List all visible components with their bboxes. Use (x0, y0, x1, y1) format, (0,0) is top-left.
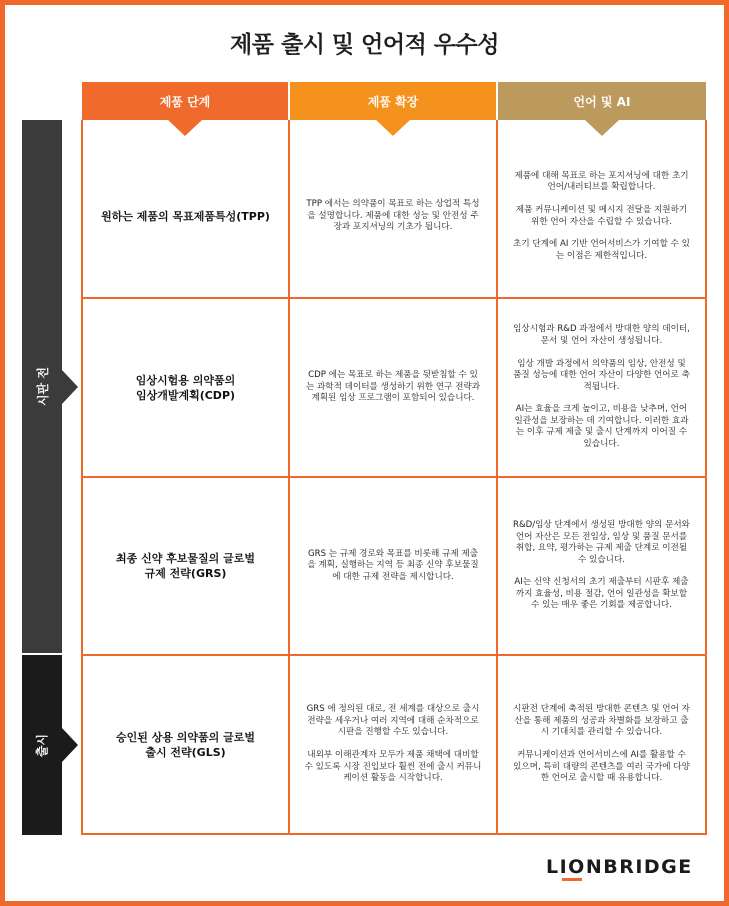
page-title: 제품 출시 및 언어적 우수성 (230, 32, 499, 58)
stage-cell-tpp: 원하는 제품의 목표제품특성(TPP) (101, 210, 270, 223)
stage-cell-gls: 승인된 상용 의약품의 글로벌 출시 전략(GLS) (116, 730, 255, 759)
language-paragraph: 임상시험과 R&D 과정에서 방대한 양의 데이터, 문서 및 언어 자산이 생성됩니다. (513, 324, 690, 346)
phase-pre-launch (22, 120, 62, 653)
expansion-paragraph: GRS 는 규제 경로와 목표를 비롯해 규제 제출을 계획, 실행하는 지역 등 최종 신약 후보물질에 대한 규제 전략을 제시합니다. (307, 548, 479, 582)
phase-launch (22, 655, 62, 835)
lionbridge-logo: LIONBRIDGE (546, 856, 693, 878)
column-header-language-ai (498, 82, 706, 120)
expansion-cell-tpp (290, 136, 496, 297)
column-header-label: 제품 단계 (159, 94, 211, 109)
language-paragraph: R&D/임상 단계에서 생성된 방대한 양의 문서와 언어 자산은 모든 전임상, 임상 및 품질 문서를 취합, 요약, 평가하는 규제 제출 단계로 이전될 수 있습니다. (513, 519, 690, 565)
language-cell-gls (498, 656, 705, 833)
language-paragraph: 초기 단계에 AI 기반 언어서비스가 기여할 수 있는 이점은 제한적입니다. (513, 239, 690, 261)
language-paragraph: 제품 커뮤니케이션 및 메시지 전달을 지원하기 위한 언어 자산을 수립할 수 있습니다. (515, 204, 688, 227)
language-paragraph: 커뮤니케이션과 언어서비스에 AI를 활용할 수 있으며, 특히 대량의 콘텐츠를 여러 국가에 다양한 언어로 출시할 때 유용합니다. (513, 750, 690, 784)
expansion-paragraph: 내외부 이해관계자 모두가 제품 채택에 대비할 수 있도록 시장 진입보다 훨씬 전에 출시 커뮤니케이션 활동을 시작합니다. (304, 750, 482, 784)
language-cell-grs (498, 478, 705, 654)
phase-label: 출시 (35, 733, 50, 757)
expansion-cell-grs (290, 478, 496, 654)
language-paragraph: 임상 개발 과정에서 의약품의 임상, 안전성 및 품질 성능에 대한 언어 자산이 다양한 언어로 축적됩니다. (513, 358, 690, 392)
language-paragraph: 제품에 대해 목표로 하는 포지셔닝에 대한 초기 언어/내러티브를 확립합니다. (514, 170, 689, 193)
expansion-paragraph: CDP 에는 목표로 하는 제품을 뒷받침할 수 있는 과학적 데이터를 생성하기 위한 연구 전략과 계획된 임상 프로그램이 포함되어 있습니다. (305, 370, 481, 404)
expansion-paragraph: TPP 에서는 의약품이 목표로 하는 상업적 특성을 설명합니다. 제품에 대한 성능 및 안전성 주장과 포지셔닝의 기초가 됩니다. (306, 199, 480, 233)
logo-accent (562, 878, 582, 881)
column-header-product-stage (82, 82, 288, 120)
language-cell-cdp (498, 299, 705, 476)
column-header-label: 제품 확장 (367, 94, 419, 109)
stage-cell-grs: 최종 신약 후보물질의 글로벌 규제 전략(GRS) (116, 552, 255, 580)
column-header-product-expansion (290, 82, 496, 120)
language-cell-tpp (498, 136, 705, 297)
phase-pointer (62, 370, 78, 404)
phase-label: 시판 전 (35, 367, 50, 406)
stage-cell-cdp: 임상시험용 의약품의 임상개발계획(CDP) (135, 373, 236, 402)
column-header-label: 언어 및 AI (573, 94, 631, 109)
expansion-paragraph: GRS 에 정의된 대로, 전 세계를 대상으로 출시 전략을 세우거나 여러 지역에 대해 순차적으로 시판을 진행할 수도 있습니다. (306, 704, 480, 738)
phase-pointer (62, 728, 78, 762)
expansion-cell-gls (290, 656, 496, 833)
expansion-cell-cdp (290, 299, 496, 476)
language-paragraph: 시판전 단계에 축적된 방대한 콘텐츠 및 언어 자산을 통해 제품의 성공과 차별화를 보장하고 출시 기대치를 관리할 수 있습니다. (513, 704, 690, 738)
language-paragraph: AI는 신약 신청서의 초기 제출부터 시판후 제출까지 효율성, 비용 절감, 언어 일관성을 확보할 수 있는 매우 좋은 기회를 제공합니다. (514, 577, 689, 611)
language-paragraph: AI는 효율을 크게 높이고, 비용을 낮추며, 언어 일관성을 보장하는 데 기여합니다. 이러한 효과는 이후 규제 제출 및 출시 단계까지 이어질 수 있습니다. (514, 404, 689, 450)
